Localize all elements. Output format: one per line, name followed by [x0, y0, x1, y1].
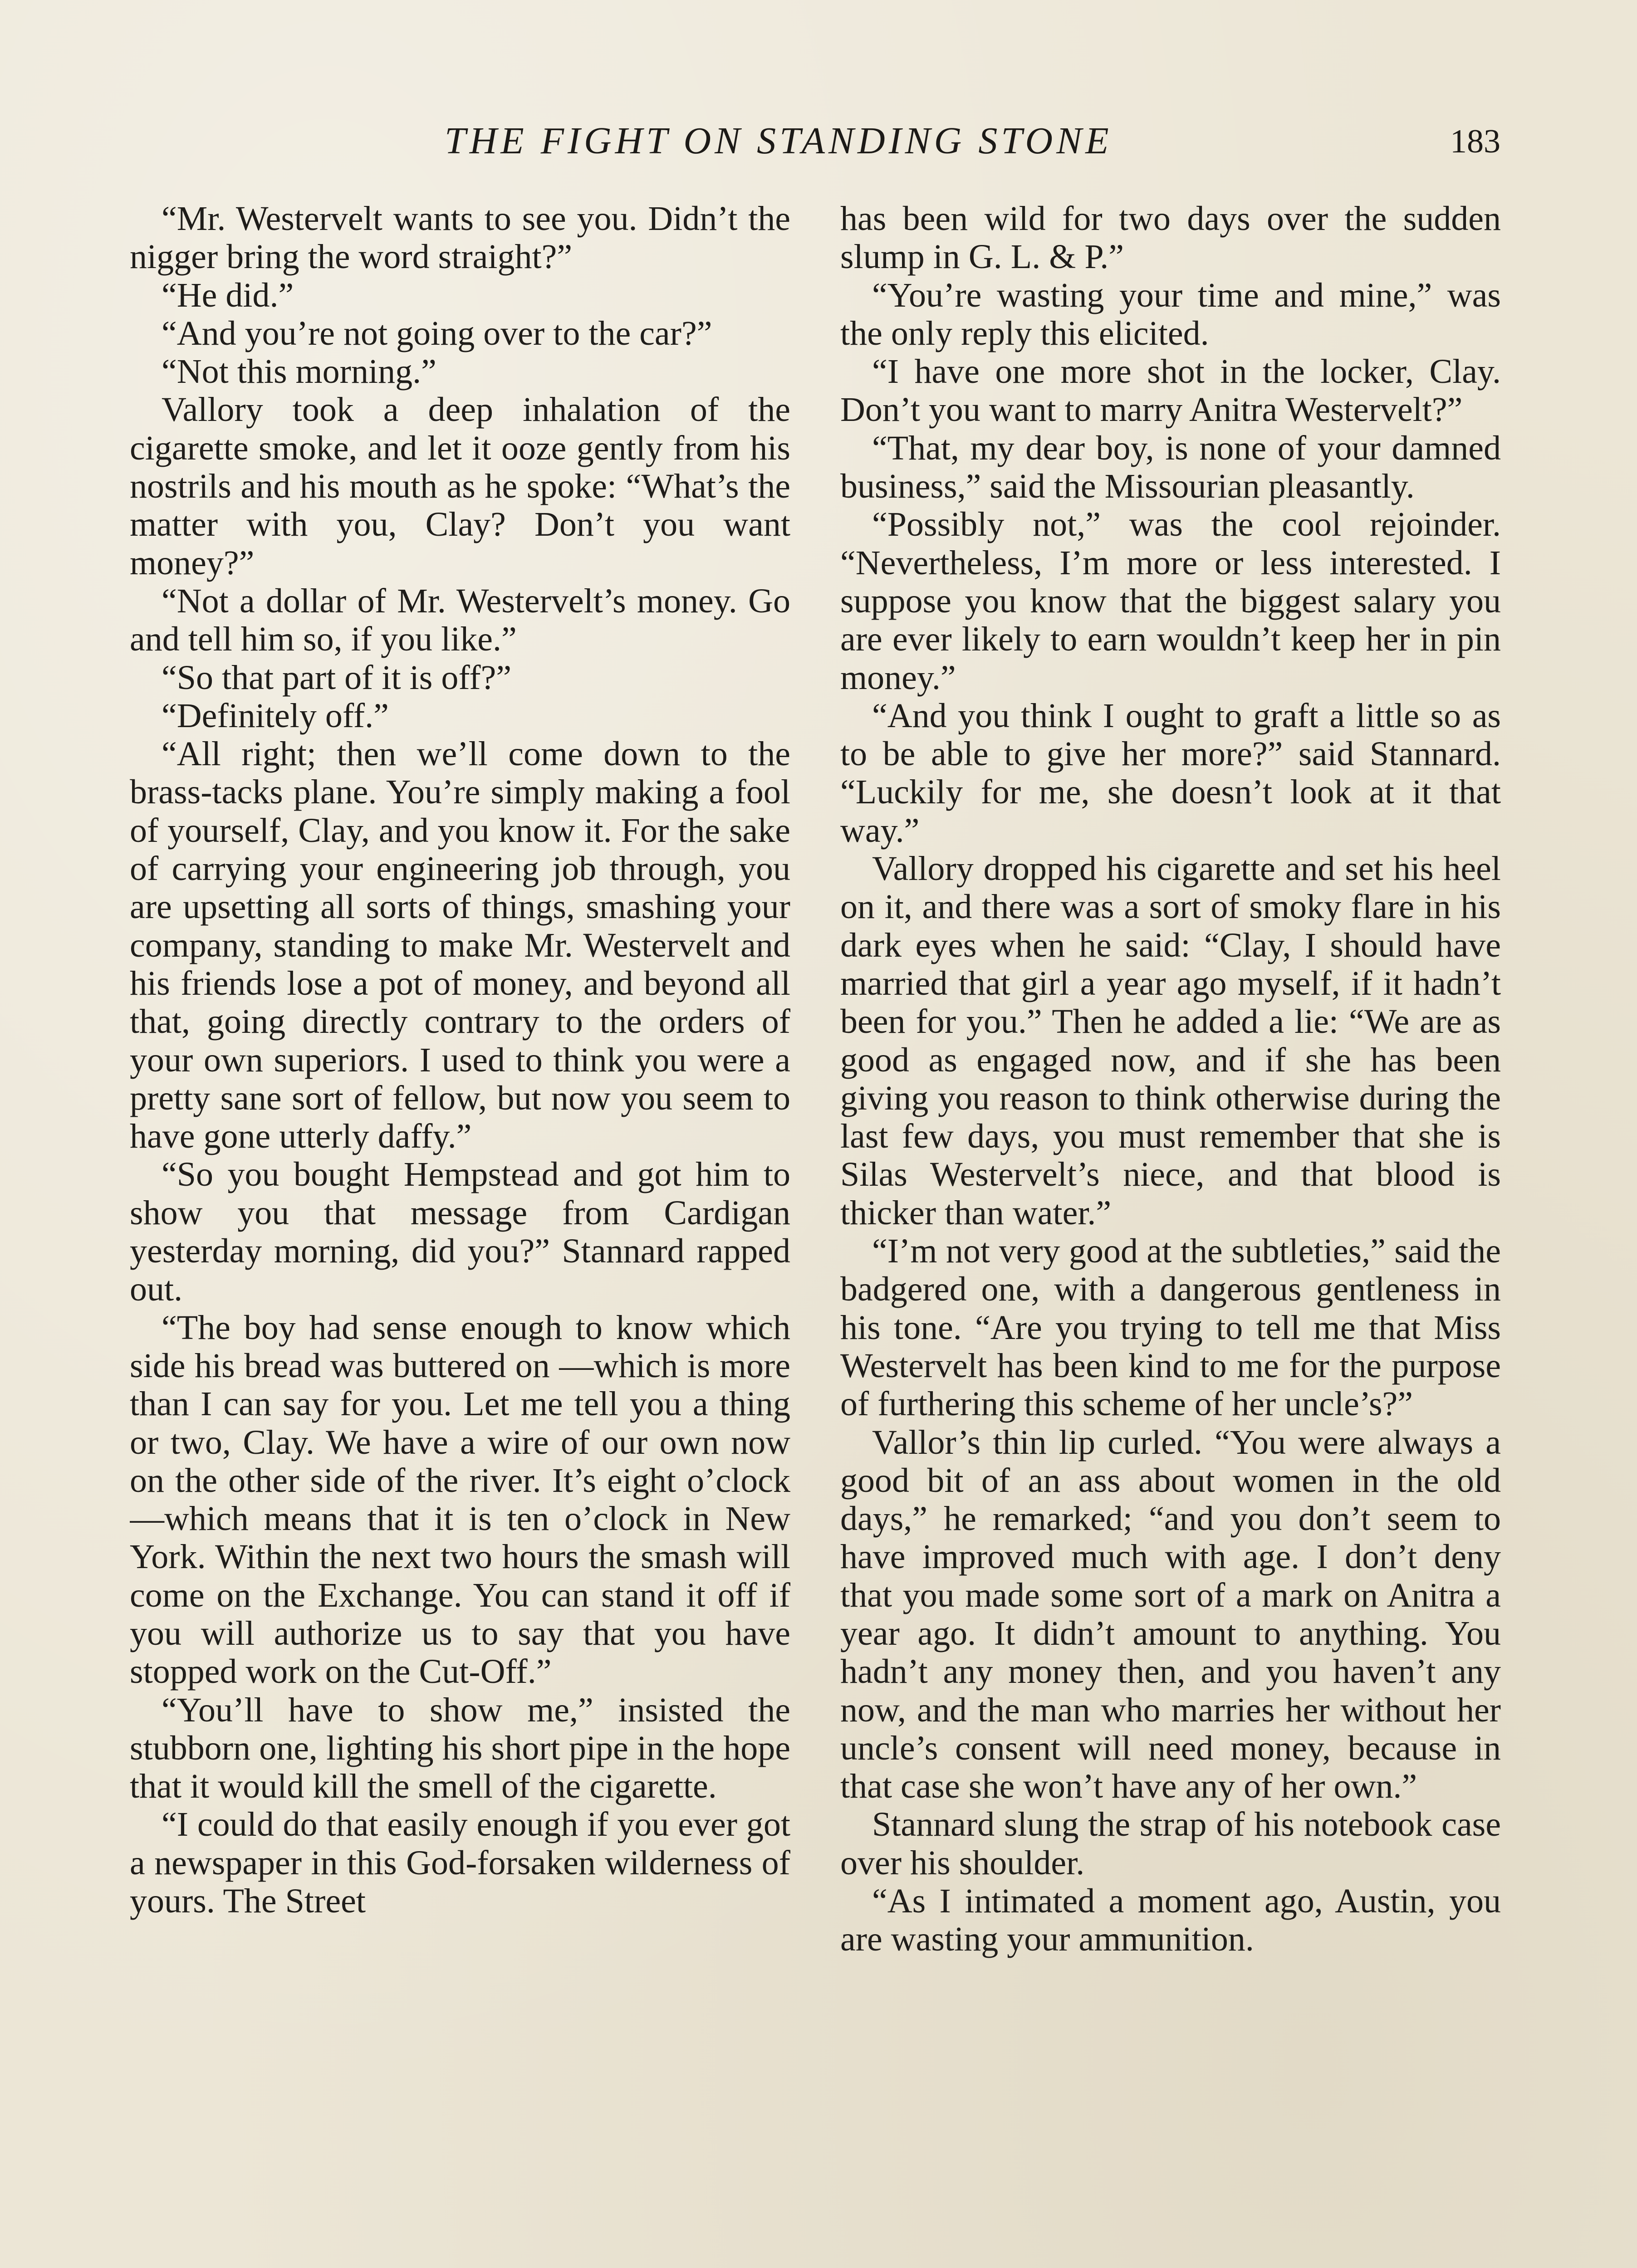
paragraph: “That, my dear boy, is none of your damned business,” said the Missourian pleasantly.	[840, 429, 1501, 506]
paragraph: Vallory took a deep inhalation of the cigarette smoke, and let it ooze gently from his nostrils and his mouth as he spoke: “What’s the matter with you, Clay? Don’t you want money?”	[130, 391, 790, 582]
paragraph: “As I intimated a moment ago, Austin, you are wasting your ammunition.	[840, 1882, 1501, 1959]
paragraph: “He did.”	[162, 276, 294, 314]
paragraph: Stannard slung the strap of his notebook case over his shoulder.	[840, 1805, 1501, 1882]
paragraph: “Not a dollar of Mr. Westervelt’s money. Go and tell him so, if you like.”	[130, 582, 790, 659]
paragraph: “So you bought Hempstead and got him to show you that message from Cardigan yesterday morning, did you?” Stannard rapped out.	[130, 1155, 790, 1309]
paragraph: Vallory dropped his cigarette and set his heel on it, and there was a sort of smoky flare in his dark eyes when he said: “Clay, I should have married that girl a year ago myself, if it hadn’t been for you.” Then he added a lie: “We are as good as engaged now, and if she has been giving you reason to think otherwise during the last few days, you must remember that she is Silas Westervelt’s niece, and that blood is thicker than water.”	[840, 850, 1501, 1232]
paragraph: “All right; then we’ll come down to the brass-tacks plane. You’re simply making a fool of yourself, Clay, and you know it. For the sake of carrying your engineering job through, you are upsetting all sorts of things, smashing your company, standing to make Mr. Westervelt and his friends lose a pot of money, and beyond all that, going directly contrary to the orders of your own superiors. I used to think you were a pretty sane sort of fellow, but now you seem to have gone utterly daffy.”	[130, 735, 790, 1156]
paragraph: “You’ll have to show me,” insisted the stubborn one, lighting his short pipe in the hope that it would kill the smell of the cigarette.	[130, 1691, 790, 1806]
paragraph: “So that part of it is off?”	[162, 658, 512, 697]
paragraph: “Possibly not,” was the cool rejoinder. “Nevertheless, I’m more or less interested. I suppose you know that the biggest salary you are ever likely to earn wouldn’t keep her in pin money.”	[840, 505, 1501, 697]
running-title: THE FIGHT ON STANDING STONE	[445, 120, 1113, 162]
paragraph-continuation: has been wild for two days over the sudden slump in G. L. & P.”	[840, 200, 1501, 276]
left-column	[130, 200, 790, 2268]
right-column	[840, 200, 1501, 2268]
paragraph: “Definitely off.”	[162, 696, 389, 735]
paragraph: Vallor’s thin lip curled. “You were always a good bit of an ass about women in the old days,” he remarked; “and you don’t seem to have improved much with age. I don’t deny that you made some sort of a mark on Anitra a year ago. It didn’t amount to anything. You hadn’t any money then, and you haven’t any now, and the man who marries her without her uncle’s consent will need money, because in that case she won’t have any of her own.”	[840, 1423, 1501, 1806]
paragraph: “And you think I ought to graft a little so as to be able to give her more?” said Stannard. “Luckily for me, she doesn’t look at it that way.”	[840, 696, 1501, 850]
paragraph: “I have one more shot in the locker, Clay. Don’t you want to marry Anitra Westervelt?”	[840, 352, 1501, 429]
page-number: 183	[1450, 123, 1500, 160]
paragraph: “The boy had sense enough to know which side his bread was buttered on —which is more than I can say for you. Let me tell you a thing or two, Clay. We have a wire of our own now on the other side of the river. It’s eight o’clock—which means that it is ten o’clock in New York. Within the next two hours the smash will come on the Exchange. You can stand it off if you will authorize us to say that you have stopped work on the Cut-Off.”	[130, 1308, 790, 1691]
paragraph: “Not this morning.”	[162, 352, 436, 391]
page-header	[0, 119, 1637, 173]
paragraph: “I could do that easily enough if you ever got a newspaper in this God-forsaken wilderness of yours. The Street	[130, 1805, 790, 1921]
paragraph: “And you’re not going over to the car?”	[162, 314, 712, 352]
paragraph: “Mr. Westervelt wants to see you. Didn’t the nigger bring the word straight?”	[130, 200, 790, 276]
paragraph: “You’re wasting your time and mine,” was the only reply this elicited.	[840, 276, 1501, 352]
paragraph: “I’m not very good at the subtleties,” said the badgered one, with a dangerous gentleness in his tone. “Are you trying to tell me that Miss Westervelt has been kind to me for the purpose of furthering this scheme of her uncle’s?”	[840, 1232, 1501, 1423]
